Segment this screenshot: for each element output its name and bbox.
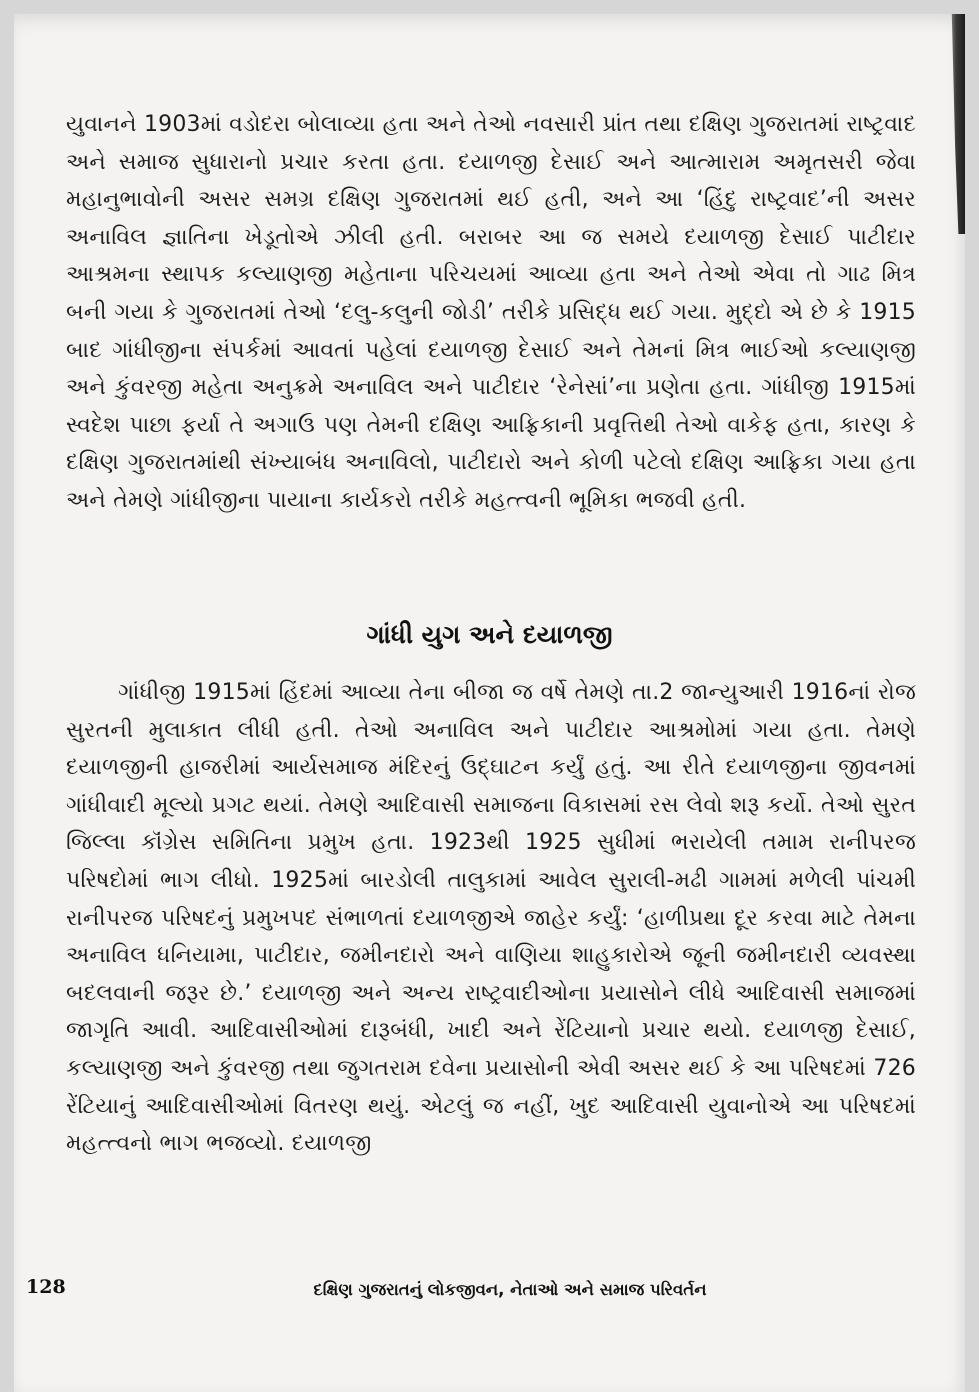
body-paragraph-1: યુવાનને 1903માં વડોદરા બોલાવ્યા હતા અને તેઓ નવસારી પ્રાંત તથા દક્ષિણ ગુજરાતમાં રાષ્ટ્રવાદ અને સમાજ સુધારાનો પ્રચાર કરતા હતા. દયાળજી દેસાઈ અને આત્મારામ અમૃતસરી જેવા મહાનુભાવોની અસર સમગ્ર દક્ષિણ ગુજરાતમાં થઈ હતી, અને આ ‘હિંદુ રાષ્ટ્રવાદ’ની અસર અનાવિલ જ્ઞાતિના ખેડૂતોએ ઝીલી હતી. બરાબર આ જ સમયે દયાળજી દેસાઈ પાટીદાર આશ્રમના સ્થાપક કલ્યાણજી મહેતાના પરિચયમાં આવ્યા હતા અને તેઓ એવા તો ગાઢ મિત્ર બની ગયા કે ગુજરાતમાં તેઓ ‘દલુ-કલુની જોડી’ તરીકે પ્રસિદ્ધ થઈ ગયા. મુદ્દો એ છે કે 1915 બાદ ગાંધીજીના સંપર્કમાં આવતાં પહેલાં દયાળજી દેસાઈ અને તેમનાં મિત્ર ભાઈઓ કલ્યાણજી અને કુંવરજી મહેતા અનુક્રમે અનાવિલ અને પાટીદાર ‘રેનેસાં’ના પ્રણેતા હતા. ગાંધીજી 1915માં સ્વદેશ પાછા ફર્યા તે અગાઉ પણ તેમની દક્ષિણ આફ્રિકાની પ્રવૃત્તિથી તેઓ વાકેફ હતા, કારણ કે દક્ષિણ ગુજરાતમાંથી સંખ્યાબંધ અનાવિલો, પાટીદારો અને કોળી પટેલો દક્ષિણ આફ્રિકા ગયા હતા અને તેમણે ગાંધીજીના પાયાના કાર્યકરો તરીકે મહત્ત્વની ભૂમિકા ભજવી હતી. xyxy=(66,112,916,513)
page-number: 128 xyxy=(26,1276,66,1298)
running-footer: દક્ષિણ ગુજરાતનું લોકજીવન, નેતાઓ અને સમાજ પરિવર્તન xyxy=(313,1280,707,1299)
section-heading: ગાંધી યુગ અને દયાળજી xyxy=(366,620,613,649)
body-paragraph-2: ગાંધીજી 1915માં હિંદમાં આવ્યા તેના બીજા જ વર્ષે તેમણે તા.2 જાન્યુઆરી 1916નાં રોજ સુરતની મુલાકાત લીધી હતી. તેઓ અનાવિલ અને પાટીદાર આશ્રમોમાં ગયા હતા. તેમણે દયાળજીની હાજરીમાં આર્યસમાજ મંદિરનું ઉદ્‌ઘાટન કર્યું હતું. આ રીતે દયાળજીના જીવનમાં ગાંધીવાદી મૂલ્યો પ્રગટ થયાં. તેમણે આદિવાસી સમાજના વિકાસમાં રસ લેવો શરૂ કર્યો. તેઓ સુરત જિલ્લા કૉંગ્રેસ સમિતિના પ્રમુખ હતા. 1923થી 1925 સુધીમાં ભરાયેલી તમામ રાનીપરજ પરિષદોમાં ભાગ લીધો. 1925માં બારડોલી તાલુકામાં આવેલ સુરાલી-મઢી ગામમાં મળેલી પાંચમી રાનીપરજ પરિષદનું પ્રમુખપદ સંભાળતાં દયાળજીએ જાહેર કર્યું: ‘હાળીપ્રથા દૂર કરવા માટે તેમના અનાવિલ ધનિયામા, પાટીદાર, જમીનદારો અને વાણિયા શાહુકારોએ જૂની જમીનદારી વ્યવસ્થા બદલવાની જરૂર છે.’ દયાળજી અને અન્ય રાષ્ટ્રવાદીઓના પ્રયાસોને લીધે આદિવાસી સમાજમાં જાગૃતિ આવી. આદિવાસીઓમાં દારૂબંધી, ખાદી અને રેંટિયાનો પ્રચાર થયો. દયાળજી દેસાઈ, કલ્યાણજી અને કુંવરજી તથા જુગતરામ દવેના પ્રયાસોની એવી અસર થઈ કે આ પરિષદમાં 726 રેંટિયાનું આદિવાસીઓમાં વિતરણ થયું. એટલું જ નહીં, ખુદ આદિવાસી યુવાનોએ આ પરિષદમાં મહત્ત્વનો ભાગ ભજવ્યો. દયાળજી xyxy=(66,680,916,1157)
page-torn-edge xyxy=(943,14,965,234)
